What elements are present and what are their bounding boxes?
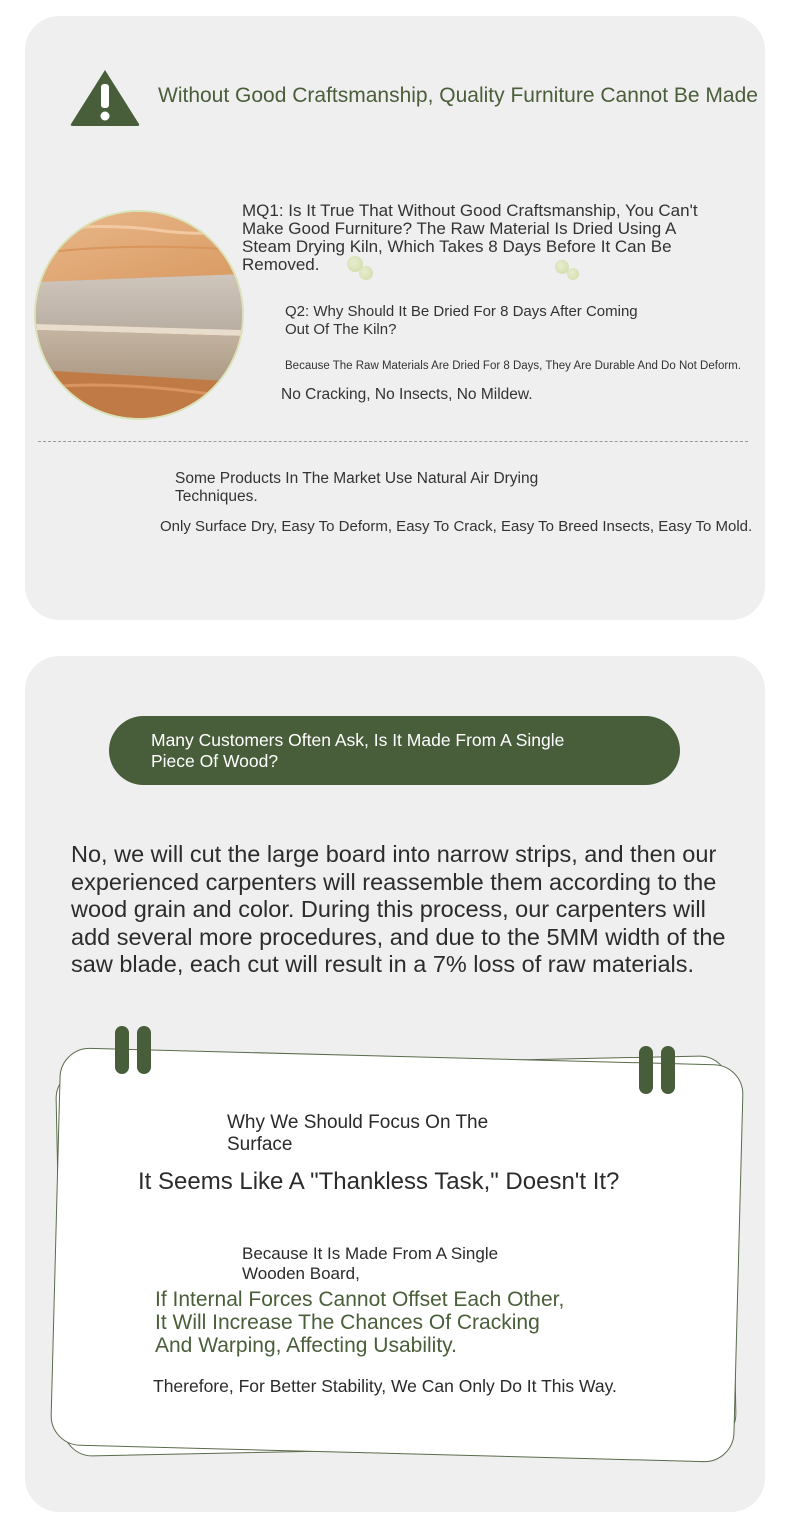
air-dry-title: Some Products In The Market Use Natural Air Drying Techniques. [175,470,539,505]
benefits-text: No Cracking, No Insects, No Mildew. [281,386,533,403]
card-headline: It Seems Like A "Thankless Task," Doesn't It? [138,1168,620,1195]
mq1-text: MQ1: Is It True That Without Good Craftsmanship, You Can't Make Good Furniture? The Raw Material Is Dried Using A Steam Drying Kiln, Which Takes 8 Days Before It Can Be Removed. [242,201,698,274]
question-banner [109,716,680,785]
wood-board-photo [34,210,244,420]
dashed-divider [38,441,748,442]
grape-decoration [567,268,579,280]
air-dry-issues: Only Surface Dry, Easy To Deform, Easy To Crack, Easy To Breed Insects, Easy To Mold. [160,518,753,535]
card-consequence: If Internal Forces Cannot Offset Each Other, It Will Increase The Chances Of Cracking And Warping, Affecting Usability. [155,1288,565,1357]
question-text: Many Customers Often Ask, Is It Made From A Single Piece Of Wood? [151,730,565,771]
craftsmanship-panel [25,16,765,620]
answer-paragraph: No, we will cut the large board into narrow strips, and then our experienced carpenters will reassemble them according to the wood grain and color. During this process, our carpenters will add several more procedures, and due to the 5MM width of the saw blade, each cut will result in a 7% loss of raw materials. [71,841,726,977]
grape-decoration [359,266,373,280]
quote-marks-icon [639,1046,679,1096]
warning-triangle-icon [69,68,141,128]
card-conclusion: Therefore, For Better Stability, We Can Only Do It This Way. [153,1376,617,1396]
single-piece-panel [25,656,765,1512]
card-reason: Because It Is Made From A Single Wooden Board, [242,1244,499,1283]
q2-answer: Because The Raw Materials Are Dried For 8 Days, They Are Durable And Do Not Deform. [285,360,741,372]
section-heading: Without Good Craftsmanship, Quality Furniture Cannot Be Made [158,84,758,107]
card-title: Why We Should Focus On The Surface [227,1112,489,1155]
q2-title: Q2: Why Should It Be Dried For 8 Days After Coming Out Of The Kiln? [285,303,638,338]
quote-marks-icon [115,1026,155,1076]
